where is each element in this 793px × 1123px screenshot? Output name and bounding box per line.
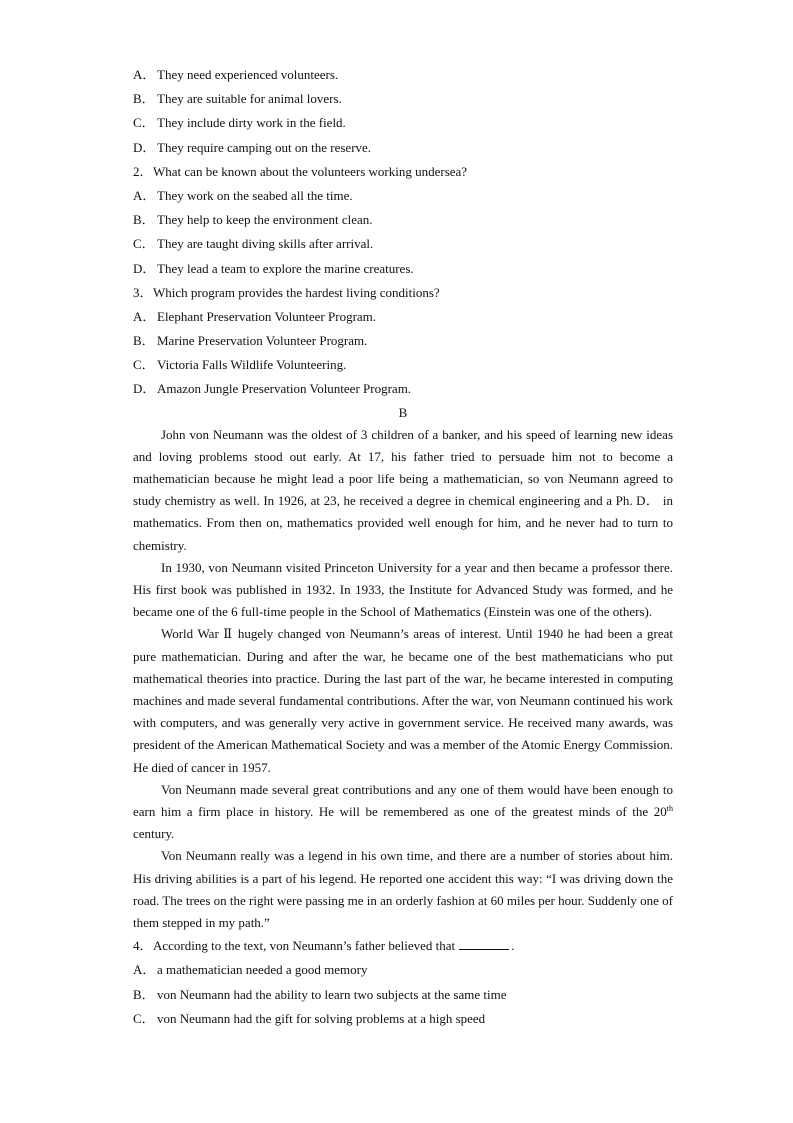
option-text: They include dirty work in the field. [157,115,346,131]
passage-paragraph-5: Von Neumann really was a legend in his own time, and there are a number of stories about him. His driving abilities is a part of his legend. He reported one accident this way: “I was driving down the road. The trees on the right were passing me in an orderly fashion at 60 miles per hour. Suddenly one of them stepped in my path.” [133,848,673,931]
question-1-option-c [133,111,673,135]
section-title: B [398,404,408,420]
question-3-option-c [133,353,673,377]
exam-page [133,63,673,1031]
option-text: They need experienced volunteers. [157,67,339,82]
option-letter: C． [133,1010,155,1026]
question-text: According to the text, von Neumann’s father believed that [153,938,456,954]
question-number: 3． [133,284,153,300]
option-text: Victoria Falls Wildlife Volunteering. [157,357,347,373]
question-4-option-a [133,958,673,982]
option-text: They work on the seabed all the time. [157,187,353,203]
option-letter: D． [133,139,156,155]
answer-blank[interactable] [459,939,509,950]
question-2-option-a [133,184,673,208]
question-3 [133,281,673,402]
option-text: They require camping out on the reserve. [157,139,372,155]
question-2-stem [133,160,673,184]
option-text: Elephant Preservation Volunteer Program. [157,308,377,324]
question-3-stem [133,281,673,305]
question-1-option-d [133,136,673,160]
option-letter: C． [133,357,155,373]
option-letter: B． [133,333,155,349]
option-letter: A． [133,67,156,82]
option-text: They are taught diving skills after arrival. [157,236,374,252]
question-1-options [133,63,673,160]
option-letter: C． [133,236,155,252]
option-letter: A． [133,308,156,324]
option-text: Amazon Jungle Preservation Volunteer Program. [157,381,412,397]
question-4 [133,934,673,1031]
question-number: 2． [133,163,153,179]
reading-passage [133,424,673,935]
passage-paragraph-4 [133,779,673,846]
option-letter: A． [133,962,156,978]
passage-paragraph-1: John von Neumann was the oldest of 3 children of a banker, and his speed of learning new ideas and loving problems stood out early. At 17, his father tried to persuade him not to become a mathematician because he might lead a poor life being a mathematician, so von Neumann agreed to study chemistry as well. In 1926, at 23, he received a degree in chemical engineering and a Ph. D． in mathematics. From then on, mathematics provided well enough for him, and he never had to turn to chemistry. [133,426,673,553]
option-letter: B． [133,91,155,107]
question-1-option-a [133,63,673,87]
question-2-option-d [133,257,673,281]
question-2-option-c [133,232,673,256]
option-letter: D． [133,381,156,397]
question-1-option-b [133,87,673,111]
question-4-stem [133,934,673,958]
option-text: von Neumann had the gift for solving problems at a high speed [157,1010,486,1026]
option-text: a mathematician needed a good memory [157,962,368,978]
question-3-option-d [133,377,673,401]
question-text: Which program provides the hardest living conditions? [153,284,440,300]
passage-paragraph-2: In 1930, von Neumann visited Princeton University for a year and then became a professor there. His first book was published in 1932. In 1933, the Institute for Advanced Study was formed, and he became one of the 6 full-time people in the School of Mathematics (Einstein was one of the others). [133,559,673,620]
option-text: They lead a team to explore the marine creatures. [157,260,414,276]
question-4-option-b [133,983,673,1007]
option-text: They help to keep the environment clean. [157,212,373,228]
option-letter: B． [133,212,155,228]
question-4-option-c [133,1007,673,1031]
passage-paragraph-3: World War Ⅱ hugely changed von Neumann’s areas of interest. Until 1940 he had been a great pure mathematician. During and after the war, he became one of the best mathematicians who put mathematical theories into practice. During the last part of the war, he became interested in computing machines and made several fundamental contributions. After the war, von Neumann continued his work with computers, and was generally very active in government service. He received many awards, was president of the American Mathematical Society and was a member of the Atomic Energy Commission. He died of cancer in 1957. [133,626,673,775]
question-2-option-b [133,208,673,232]
question-number: 4． [133,938,153,954]
option-letter: C． [133,115,155,131]
ordinal-suffix: th [666,804,673,814]
option-text: Marine Preservation Volunteer Program. [157,333,368,349]
question-text: What can be known about the volunteers working undersea? [153,163,468,179]
option-text: They are suitable for animal lovers. [157,91,342,107]
question-3-option-a [133,305,673,329]
option-letter: A． [133,187,156,203]
question-3-option-b [133,329,673,353]
option-text: von Neumann had the ability to learn two subjects at the same time [157,986,507,1002]
paragraph-4-text: Von Neumann made several great contributions and any one of them would have been enough to earn him a firm place in history. He will be remembered as one of the greatest minds of the 20 [133,781,673,820]
option-letter: D． [133,260,156,276]
option-letter: B． [133,986,155,1002]
paragraph-4-end: century. [133,826,175,842]
question-stem-end: . [511,938,515,954]
question-2 [133,160,673,281]
